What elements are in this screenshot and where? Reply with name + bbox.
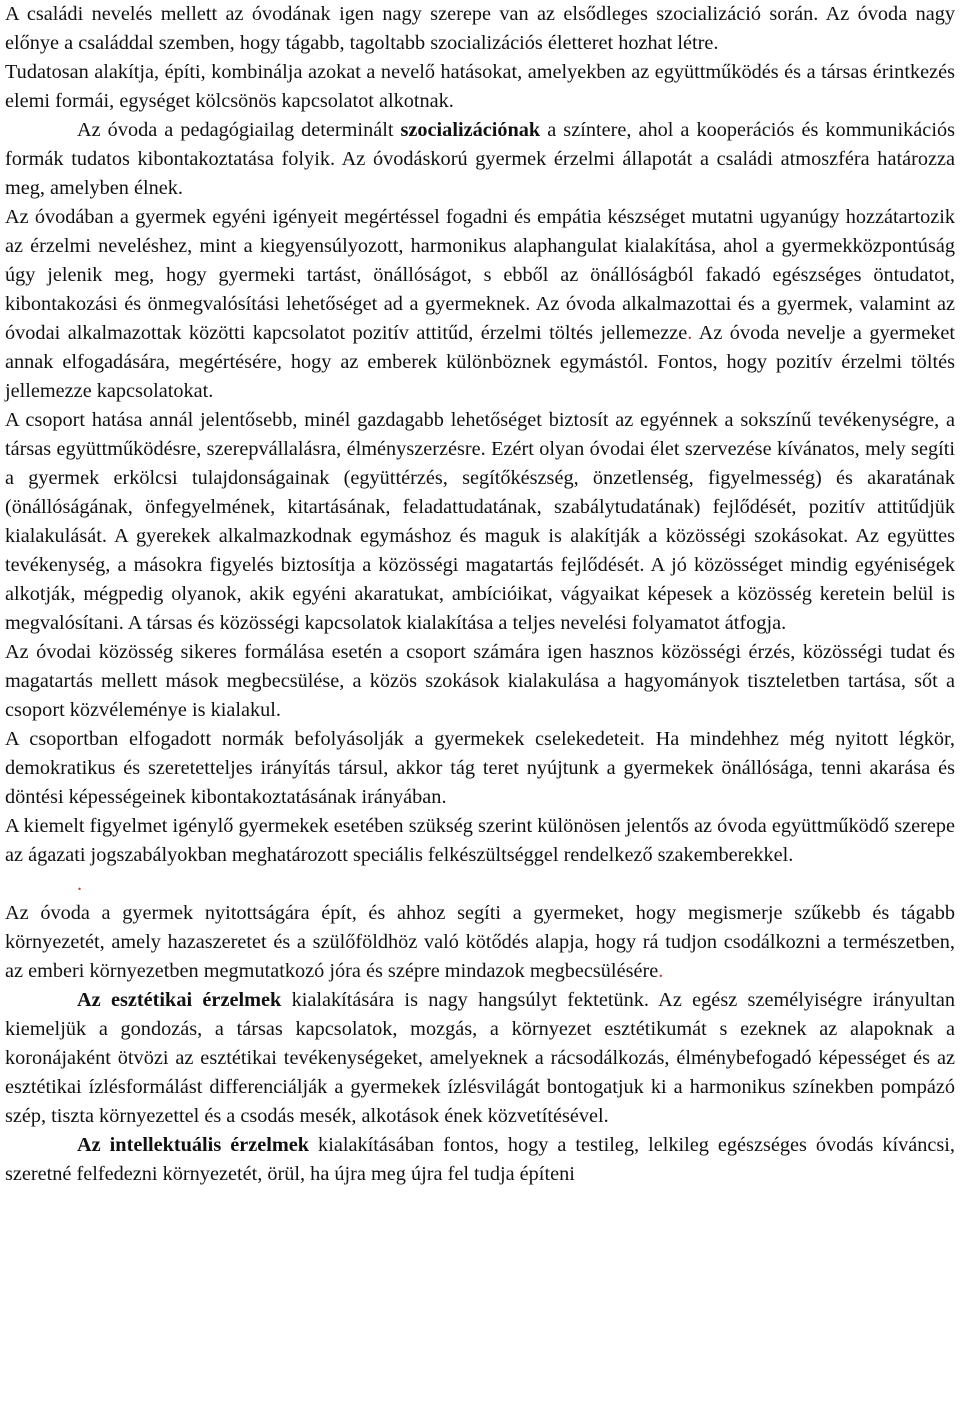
paragraph-openness <box>5 899 955 986</box>
stray-period: . <box>77 873 83 895</box>
bold-term-socialization: szocializációnak <box>400 119 541 141</box>
paragraph-socialization <box>5 116 955 203</box>
paragraph-special-needs: A kiemelt figyelmet igénylő gyermekek esetében szükség szerint különösen jelentős az óvoda együttműködő szerepe az ágazati jogszabályokban meghatározott speciális felkészültséggel rendelkező szakemberekkel. <box>5 815 955 866</box>
text-segment: kialakítására is nagy hangsúlyt fektetünk. Az egész személyiségre irányultan kiemeljük a gondozás, a társas kapcsolatok, mozgás, a környezet esztétikumát s ezeknek az alapoknak a koronájaként ötvözi az esztétikai tevékenységeket, amelyeknek a rácsodálkozás, élménybefogadó képességet és az esztétikai ízlésformálást differenciálják a gyermekek ízlésvilágát bontogatjuk ki a harmonikus színekben pompázó szép, tiszta környezettel és a csodás mesék, alkotások ének közvetítésével. <box>5 989 955 1127</box>
text-segment: Az óvoda a gyermek nyitottságára épít, és ahhoz segíti a gyermeket, hogy megismerje szűkebb és tágabb környezetét, amely hazaszeretet és a szülőföldhöz való kötődés alapja, hogy rá tudjon csodálkozni a természetben, az emberi környezetben megmutatkozó jóra és szépre mindazok megbecsülésére <box>5 902 955 982</box>
bold-term-intellectual: Az intellektuális érzelmek <box>77 1134 310 1156</box>
paragraph-conscious-shaping: Tudatosan alakítja, építi, kombinálja azokat a nevelő hatásokat, amelyekben az együttműködés és a társas érintkezés elemi formái, egységet kölcsönös kapcsolatot alkotnak. <box>5 61 955 112</box>
paragraph-community: Az óvodai közösség sikeres formálása esetén a csoport számára igen hasznos közösségi érzés, közösségi tudat és magatartás mellett mások megbecsülése, a közös szokások kialakulása a hagyományok tiszteletben tartása, sőt a csoport közvéleménye is kialakul. <box>5 641 955 721</box>
text-segment: kialakításában fontos, hogy a testileg, lelkileg egészséges óvodás kíváncsi, szeretné felfedezni környezetét, örül, ha újra meg újra fel tudja építeni <box>5 1134 955 1185</box>
text-segment: Az óvoda nevelje a gyermeket annak elfogadására, megértésére, hogy az emberek különböznek egymástól. Fontos, hogy pozitív érzelmi töltés jellemezze kapcsolatokat. <box>5 322 955 402</box>
text-segment: Az óvodában a gyermek egyéni igényeit megértéssel fogadni és empátia készséget mutatni ugyanúgy hozzátartozik az érzelmi neveléshez, mint a kiegyensúlyozott, harmonikus alaphangulat kialakítása, ahol a gyermekközpontúság úgy jelenik meg, hogy gyermeki tartást, önállóságot, s ebből az önállóságból fakadó egészséges öntudatot, kibontakozási és önmegvalósítási lehetőséget ad a gyermeknek. Az óvoda alkalmazottai és a gyermek, valamint az óvodai alkalmazottak közötti kapcsolatot pozitív attitűd, érzelmi töltés jellemezze <box>5 206 955 344</box>
text-segment: Az óvoda a pedagógiailag determinált <box>77 119 401 141</box>
paragraph-group-effect: A csoport hatása annál jelentősebb, minél gazdagabb lehetőséget biztosít az egyénnek a sokszínű tevékenységre, a társas együttműködésre, szerepvállalásra, élményszerzésre. Ezért olyan óvodai élet szervezése kívánatos, mely segíti a gyermek erkölcsi tulajdonságainak (együttérzés, segítőkészség, önzetlenség, figyelmesség) és akaratának (önállóságának, önfegyelmének, kitartásának, feladattudatának, szabálytudatának) fejlődését, pozitív attitűdjük kialakulását. A gyerekek alkalmazkodnak egymáshoz és maguk is alakítják a közösségi szokásokat. Az együttes tevékenység, a másokra figyelés biztosítja a közösségi magatartás fejlődését. A jó közösséget mindig egyéniségek alkotják, mégpedig olyanok, akik egyéni akaratukat, ambícióikat, vágyaikat képesek a közösség keretein belül is megvalósítani. A társas és közösségi kapcsolatok kialakítása a teljes nevelési folyamatot átfogja. <box>5 409 955 634</box>
paragraph-individual-needs <box>5 203 955 406</box>
red-period: . <box>658 960 664 982</box>
paragraph-family-education: A családi nevelés mellett az óvodának igen nagy szerepe van az elsődleges szocializáció során. Az óvoda nagy előnye a családdal szemben, hogy tágabb, tagoltabb szocializációs életteret hozhat létre. <box>5 3 955 54</box>
text-segment: a színtere, ahol a kooperációs és kommunikációs formák tudatos kibontakoztatása folyik. Az óvodáskorú gyermek érzelmi állapotát a családi atmoszféra határozza meg, amelyben élnek. <box>5 119 955 199</box>
paragraph-intellectual <box>5 1131 955 1189</box>
paragraph-aesthetic <box>5 986 955 1131</box>
paragraph-norms: A csoportban elfogadott normák befolyásolják a gyermekek cselekedeteit. Ha mindehhez még nyitott légkör, demokratikus és szeretetteljes irányítás társul, akkor tág teret nyújtunk a gyermekek önállósága, tenni akarása és döntési képességeinek kibontakoztatásának irányában. <box>5 728 955 808</box>
bold-term-aesthetic: Az esztétikai érzelmek <box>77 989 282 1011</box>
red-period: . <box>687 322 693 344</box>
